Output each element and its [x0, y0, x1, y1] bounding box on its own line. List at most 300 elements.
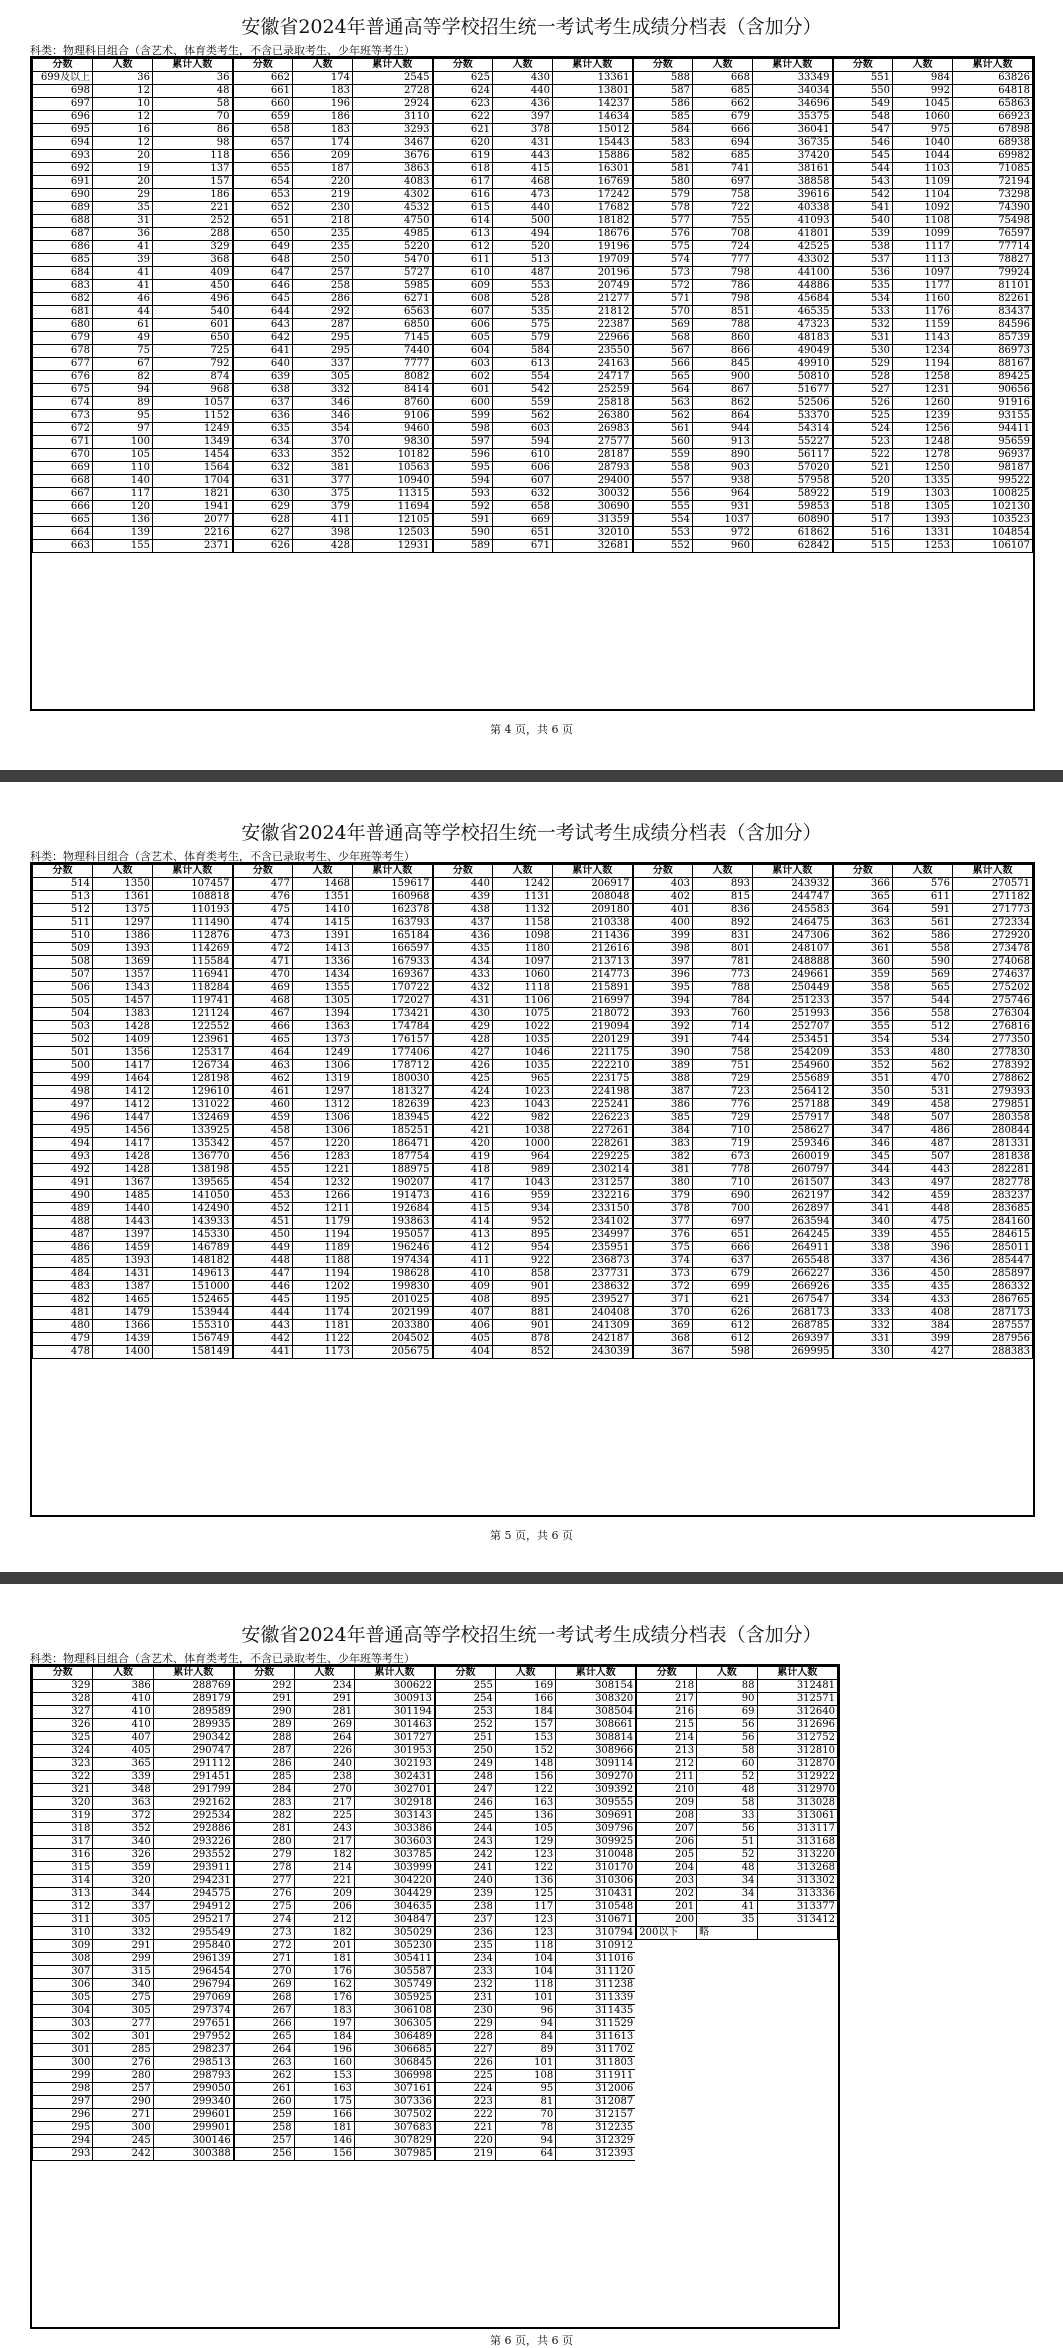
cumulative-cell: 289179 — [153, 1693, 234, 1706]
cumulative-cell: 36 — [153, 72, 233, 85]
count-cell: 500 — [493, 215, 553, 228]
count-cell: 117 — [93, 488, 153, 501]
cumulative-cell: 254209 — [753, 1047, 833, 1060]
cumulative-cell: 202199 — [353, 1307, 433, 1320]
score-cell: 264 — [234, 2044, 294, 2057]
count-cell: 129 — [495, 1836, 555, 1849]
count-cell: 562 — [493, 410, 553, 423]
cumulative-cell: 309796 — [556, 1823, 637, 1836]
cumulative-cell: 297374 — [153, 2005, 234, 2018]
score-cell: 326 — [33, 1719, 93, 1732]
cumulative-header: 累计人数 — [753, 865, 833, 878]
cumulative-cell: 135342 — [153, 1138, 233, 1151]
score-cell: 544 — [833, 163, 893, 176]
cumulative-cell — [757, 1927, 838, 1940]
cumulative-cell: 162378 — [353, 904, 433, 917]
score-cell: 205 — [636, 1849, 696, 1862]
score-cell: 377 — [633, 1216, 693, 1229]
cumulative-cell — [757, 2031, 838, 2044]
score-cell: 409 — [433, 1281, 493, 1294]
count-cell: 181 — [294, 2122, 354, 2135]
count-cell: 381 — [293, 462, 353, 475]
count-cell: 280 — [93, 2070, 153, 2083]
score-cell: 689 — [33, 202, 93, 215]
subject-line: 科类：物理科目组合（含艺术、体育类考生，不含已录取考生、少年班等考生） — [30, 1652, 415, 1665]
score-cell: 698 — [33, 85, 93, 98]
cumulative-cell: 156749 — [153, 1333, 233, 1346]
count-cell: 1367 — [93, 1177, 153, 1190]
table-row — [33, 1992, 838, 2005]
cumulative-cell: 82261 — [953, 293, 1033, 306]
score-cell: 529 — [833, 358, 893, 371]
count-cell: 163 — [294, 2083, 354, 2096]
score-cell: 293 — [33, 2148, 93, 2161]
count-cell: 459 — [893, 1190, 953, 1203]
cumulative-cell: 41801 — [753, 228, 833, 241]
count-cell: 1188 — [293, 1255, 353, 1268]
score-cell: 362 — [833, 930, 893, 943]
count-cell: 1122 — [293, 1333, 353, 1346]
cumulative-cell: 312752 — [757, 1732, 838, 1745]
cumulative-cell: 10940 — [353, 475, 433, 488]
count-cell: 326 — [93, 1849, 153, 1862]
cumulative-cell: 243932 — [753, 878, 833, 891]
score-cell: 420 — [433, 1138, 493, 1151]
cumulative-cell: 47323 — [753, 319, 833, 332]
count-cell: 1158 — [493, 917, 553, 930]
cumulative-cell: 116941 — [153, 969, 233, 982]
count-cell: 410 — [93, 1706, 153, 1719]
score-cell: 286 — [234, 1758, 294, 1771]
score-cell: 300 — [33, 2057, 93, 2070]
cumulative-cell — [757, 2083, 838, 2096]
cumulative-cell: 310306 — [556, 1875, 637, 1888]
cumulative-cell: 141050 — [153, 1190, 233, 1203]
cumulative-cell: 299601 — [153, 2109, 234, 2122]
cumulative-cell: 303603 — [355, 1836, 436, 1849]
count-cell: 450 — [893, 1268, 953, 1281]
cumulative-cell: 288769 — [153, 1680, 234, 1693]
count-cell: 89 — [495, 2044, 555, 2057]
cumulative-cell: 2371 — [153, 540, 233, 553]
count-cell: 1331 — [893, 527, 953, 540]
score-cell: 512 — [33, 904, 93, 917]
count-cell: 944 — [693, 423, 753, 436]
score-cell: 505 — [33, 995, 93, 1008]
score-header: 分数 — [33, 1667, 93, 1680]
cumulative-cell: 303999 — [355, 1862, 436, 1875]
score-cell: 396 — [633, 969, 693, 982]
score-cell: 511 — [33, 917, 93, 930]
cumulative-cell: 309555 — [556, 1797, 637, 1810]
score-cell: 228 — [435, 2031, 495, 2044]
count-cell: 1306 — [293, 1112, 353, 1125]
count-cell: 960 — [693, 540, 753, 553]
cumulative-cell: 60890 — [753, 514, 833, 527]
score-cell: 279 — [234, 1849, 294, 1862]
cumulative-cell: 55227 — [753, 436, 833, 449]
cumulative-cell: 226223 — [553, 1112, 633, 1125]
cumulative-cell: 5985 — [353, 280, 433, 293]
score-cell: 305 — [33, 1992, 93, 2005]
count-cell: 982 — [493, 1112, 553, 1125]
table-row — [33, 150, 1033, 163]
cumulative-cell: 235951 — [553, 1242, 633, 1255]
score-cell: 666 — [33, 501, 93, 514]
count-cell: 174 — [293, 72, 353, 85]
cumulative-cell: 258627 — [753, 1125, 833, 1138]
count-cell — [697, 2005, 757, 2018]
cumulative-cell: 280358 — [953, 1112, 1033, 1125]
score-cell: 688 — [33, 215, 93, 228]
cumulative-cell: 13361 — [553, 72, 633, 85]
cumulative-cell: 178712 — [353, 1060, 433, 1073]
table-row — [33, 2044, 838, 2057]
score-cell: 245 — [435, 1810, 495, 1823]
score-header: 分数 — [633, 865, 693, 878]
cumulative-cell: 17242 — [553, 189, 633, 202]
score-cell: 483 — [33, 1281, 93, 1294]
score-cell: 638 — [233, 384, 293, 397]
score-cell: 207 — [636, 1823, 696, 1836]
score-cell: 471 — [233, 956, 293, 969]
score-cell: 562 — [633, 410, 693, 423]
cumulative-cell: 305587 — [355, 1966, 436, 1979]
cumulative-cell — [757, 2070, 838, 2083]
count-cell: 157 — [495, 1719, 555, 1732]
cumulative-cell: 304847 — [355, 1914, 436, 1927]
count-cell: 67 — [93, 358, 153, 371]
score-cell: 525 — [833, 410, 893, 423]
score-cell: 693 — [33, 150, 93, 163]
count-cell: 542 — [493, 384, 553, 397]
cumulative-cell — [757, 1940, 838, 1953]
score-cell: 577 — [633, 215, 693, 228]
cumulative-cell: 98187 — [953, 462, 1033, 475]
count-cell: 96 — [495, 2005, 555, 2018]
score-cell: 532 — [833, 319, 893, 332]
score-cell: 446 — [233, 1281, 293, 1294]
cumulative-cell: 792 — [153, 358, 233, 371]
count-cell: 1040 — [893, 137, 953, 150]
score-cell: 257 — [234, 2135, 294, 2148]
score-cell: 639 — [233, 371, 293, 384]
count-cell: 1258 — [893, 371, 953, 384]
cumulative-cell: 185251 — [353, 1125, 433, 1138]
score-cell: 284 — [234, 1784, 294, 1797]
count-cell: 60 — [697, 1758, 757, 1771]
table-row — [33, 1242, 1033, 1255]
cumulative-cell: 242187 — [553, 1333, 633, 1346]
count-cell: 146 — [294, 2135, 354, 2148]
score-cell: 373 — [633, 1268, 693, 1281]
score-cell: 250 — [435, 1745, 495, 1758]
cumulative-cell: 300388 — [153, 2148, 234, 2161]
cumulative-cell: 10182 — [353, 449, 433, 462]
count-cell: 690 — [693, 1190, 753, 1203]
count-cell: 965 — [493, 1073, 553, 1086]
score-cell: 402 — [633, 891, 693, 904]
count-cell: 305 — [93, 1914, 153, 1927]
score-cell: 379 — [633, 1190, 693, 1203]
count-cell: 136 — [93, 514, 153, 527]
score-cell: 266 — [234, 2018, 294, 2031]
table-row — [33, 98, 1033, 111]
count-cell: 1393 — [93, 1255, 153, 1268]
count-cell: 1417 — [93, 1138, 153, 1151]
score-cell: 365 — [833, 891, 893, 904]
count-cell: 1428 — [93, 1021, 153, 1034]
cumulative-header: 累计人数 — [353, 865, 433, 878]
cumulative-cell: 42525 — [753, 241, 833, 254]
count-cell: 140 — [93, 475, 153, 488]
count-cell: 1097 — [893, 267, 953, 280]
score-cell: 222 — [435, 2109, 495, 2122]
score-cell: 677 — [33, 358, 93, 371]
count-cell: 535 — [493, 306, 553, 319]
score-cell: 464 — [233, 1047, 293, 1060]
count-cell: 512 — [893, 1021, 953, 1034]
score-cell: 336 — [833, 1268, 893, 1281]
cumulative-cell: 276304 — [953, 1008, 1033, 1021]
count-cell: 798 — [693, 293, 753, 306]
count-cell: 436 — [493, 98, 553, 111]
score-cell: 682 — [33, 293, 93, 306]
count-cell: 565 — [893, 982, 953, 995]
count-cell: 339 — [93, 1771, 153, 1784]
count-cell: 1104 — [893, 189, 953, 202]
cumulative-cell: 270571 — [953, 878, 1033, 891]
cumulative-cell: 211436 — [553, 930, 633, 943]
cumulative-cell: 2545 — [353, 72, 433, 85]
table-row — [33, 176, 1033, 189]
score-cell: 669 — [33, 462, 93, 475]
count-cell: 270 — [294, 1784, 354, 1797]
count-cell: 183 — [294, 2005, 354, 2018]
count-cell: 285 — [93, 2044, 153, 2057]
score-cell: 674 — [33, 397, 93, 410]
cumulative-cell: 169367 — [353, 969, 433, 982]
cumulative-cell: 155310 — [153, 1320, 233, 1333]
score-cell: 304 — [33, 2005, 93, 2018]
count-cell: 603 — [493, 423, 553, 436]
cumulative-cell: 296794 — [153, 1979, 234, 1992]
count-cell: 122 — [495, 1784, 555, 1797]
cumulative-cell: 186 — [153, 189, 233, 202]
cumulative-cell: 313220 — [757, 1849, 838, 1862]
score-cell: 321 — [33, 1784, 93, 1797]
cumulative-cell: 310548 — [556, 1901, 637, 1914]
score-cell: 403 — [633, 878, 693, 891]
table-row — [33, 2148, 838, 2161]
score-cell: 338 — [833, 1242, 893, 1255]
score-cell: 632 — [233, 462, 293, 475]
count-cell: 1060 — [893, 111, 953, 124]
cumulative-cell: 311529 — [556, 2018, 637, 2031]
page-6 — [0, 1584, 1063, 2347]
cumulative-cell: 1057 — [153, 397, 233, 410]
count-cell: 346 — [293, 397, 353, 410]
score-cell: 328 — [33, 1693, 93, 1706]
cumulative-cell: 206917 — [553, 878, 633, 891]
cumulative-cell: 5470 — [353, 254, 433, 267]
score-cell: 392 — [633, 1021, 693, 1034]
score-cell: 672 — [33, 423, 93, 436]
count-cell: 1195 — [293, 1294, 353, 1307]
cumulative-cell: 16301 — [553, 163, 633, 176]
score-cell: 285 — [234, 1771, 294, 1784]
cumulative-cell: 246475 — [753, 917, 833, 930]
cumulative-cell: 19196 — [553, 241, 633, 254]
score-cell: 342 — [833, 1190, 893, 1203]
score-cell: 649 — [233, 241, 293, 254]
count-cell: 1248 — [893, 436, 953, 449]
cumulative-cell: 3467 — [353, 137, 433, 150]
score-cell: 650 — [233, 228, 293, 241]
count-cell: 105 — [93, 449, 153, 462]
cumulative-cell: 228261 — [553, 1138, 633, 1151]
count-cell: 69 — [697, 1706, 757, 1719]
score-cell: 232 — [435, 1979, 495, 1992]
score-cell: 455 — [233, 1164, 293, 1177]
cumulative-cell: 219094 — [553, 1021, 633, 1034]
count-cell: 344 — [93, 1888, 153, 1901]
count-cell: 35 — [93, 202, 153, 215]
count-cell: 758 — [693, 189, 753, 202]
score-cell: 493 — [33, 1151, 93, 1164]
table-row — [33, 436, 1033, 449]
cumulative-header: 累计人数 — [953, 865, 1033, 878]
count-cell: 258 — [293, 280, 353, 293]
cumulative-cell: 233150 — [553, 1203, 633, 1216]
count-cell: 286 — [293, 293, 353, 306]
count-cell: 160 — [294, 2057, 354, 2070]
count-cell: 44 — [93, 306, 153, 319]
cumulative-cell: 23550 — [553, 345, 633, 358]
score-cell: 496 — [33, 1112, 93, 1125]
score-cell: 568 — [633, 332, 693, 345]
table-row — [33, 2122, 838, 2135]
score-cell: 306 — [33, 1979, 93, 1992]
score-cell: 673 — [33, 410, 93, 423]
table-row — [33, 1901, 838, 1914]
count-cell: 290 — [93, 2096, 153, 2109]
cumulative-cell: 221175 — [553, 1047, 633, 1060]
cumulative-cell: 62842 — [753, 540, 833, 553]
table-row — [33, 1008, 1033, 1021]
table-row — [33, 1940, 838, 1953]
cumulative-cell: 16769 — [553, 176, 633, 189]
count-cell: 234 — [294, 1680, 354, 1693]
score-cell: 619 — [433, 150, 493, 163]
score-cell: 599 — [433, 410, 493, 423]
cumulative-cell — [757, 2096, 838, 2109]
count-cell: 1174 — [293, 1307, 353, 1320]
table-row — [33, 1229, 1033, 1242]
cumulative-cell: 274637 — [953, 969, 1033, 982]
score-cell: 606 — [433, 319, 493, 332]
count-header: 人数 — [293, 865, 353, 878]
cumulative-cell: 95659 — [953, 436, 1033, 449]
score-cell: 271 — [234, 1953, 294, 1966]
cumulative-cell: 313412 — [757, 1914, 838, 1927]
count-cell: 1220 — [293, 1138, 353, 1151]
score-cell: 625 — [433, 72, 493, 85]
cumulative-cell: 126734 — [153, 1060, 233, 1073]
score-cell: 210 — [636, 1784, 696, 1797]
page-title: 安徽省2024年普通高等学校招生统一考试考生成绩分档表（含加分） — [241, 1624, 822, 1646]
score-cell: 690 — [33, 189, 93, 202]
cumulative-cell: 12105 — [353, 514, 433, 527]
score-cell: 630 — [233, 488, 293, 501]
score-cell: 635 — [233, 423, 293, 436]
score-cell: 214 — [636, 1732, 696, 1745]
count-cell: 219 — [293, 189, 353, 202]
score-cell: 212 — [636, 1758, 696, 1771]
cumulative-cell: 90656 — [953, 384, 1033, 397]
score-cell: 203 — [636, 1875, 696, 1888]
cumulative-cell: 18182 — [553, 215, 633, 228]
count-cell: 95 — [495, 2083, 555, 2096]
score-cell: 540 — [833, 215, 893, 228]
cumulative-cell: 128198 — [153, 1073, 233, 1086]
score-cell: 507 — [33, 969, 93, 982]
score-cell: 671 — [33, 436, 93, 449]
cumulative-cell: 48 — [153, 85, 233, 98]
cumulative-cell: 125317 — [153, 1047, 233, 1060]
score-cell: 390 — [633, 1047, 693, 1060]
cumulative-cell: 227261 — [553, 1125, 633, 1138]
score-cell: 457 — [233, 1138, 293, 1151]
count-cell: 1046 — [493, 1047, 553, 1060]
cumulative-cell: 152465 — [153, 1294, 233, 1307]
count-cell: 332 — [93, 1927, 153, 1940]
score-cell — [636, 2018, 696, 2031]
count-cell: 386 — [93, 1680, 153, 1693]
count-cell: 845 — [693, 358, 753, 371]
count-cell: 959 — [493, 1190, 553, 1203]
score-cell: 545 — [833, 150, 893, 163]
score-cell: 524 — [833, 423, 893, 436]
cumulative-cell: 83437 — [953, 306, 1033, 319]
count-cell: 94 — [495, 2018, 555, 2031]
score-cell: 395 — [633, 982, 693, 995]
table-row — [33, 228, 1033, 241]
score-cell: 400 — [633, 917, 693, 930]
table-row — [33, 1745, 838, 1758]
score-header: 分数 — [234, 1667, 294, 1680]
count-cell: 276 — [93, 2057, 153, 2070]
count-cell: 862 — [693, 397, 753, 410]
table-row — [33, 1849, 838, 1862]
cumulative-cell: 725 — [153, 345, 233, 358]
cumulative-cell: 297952 — [153, 2031, 234, 2044]
score-cell: 352 — [833, 1060, 893, 1073]
score-cell: 453 — [233, 1190, 293, 1203]
score-cell: 421 — [433, 1125, 493, 1138]
cumulative-cell: 269995 — [753, 1346, 833, 1359]
count-cell: 561 — [893, 917, 953, 930]
count-cell: 97 — [93, 423, 153, 436]
score-table — [30, 56, 1035, 711]
score-cell: 275 — [234, 1901, 294, 1914]
score-cell: 272 — [234, 1940, 294, 1953]
score-cell: 508 — [33, 956, 93, 969]
count-cell: 209 — [293, 150, 353, 163]
count-cell: 1099 — [893, 228, 953, 241]
score-cell: 419 — [433, 1151, 493, 1164]
count-cell: 724 — [693, 241, 753, 254]
